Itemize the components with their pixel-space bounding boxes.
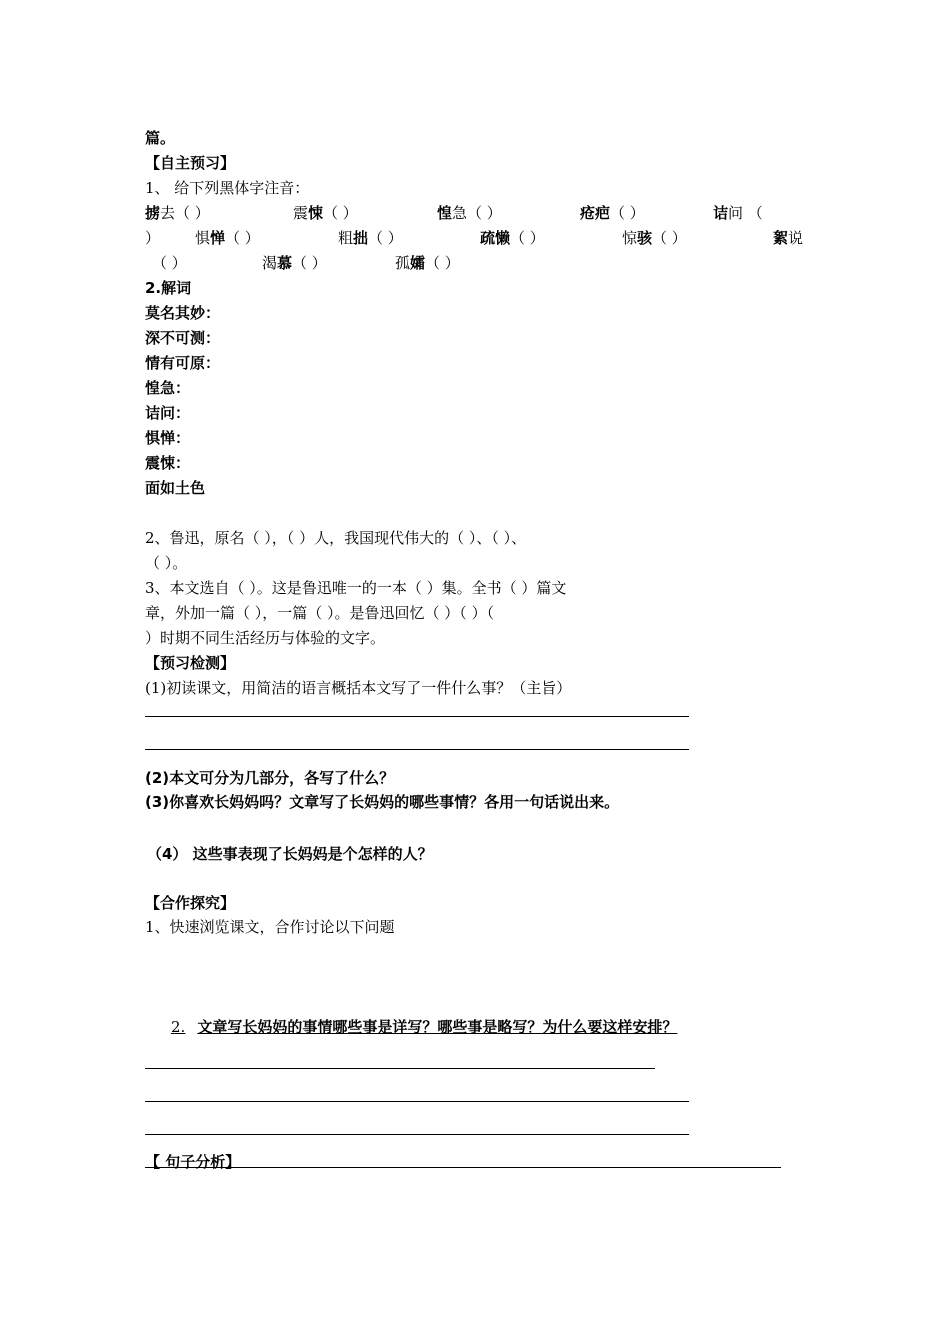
check-question-1: (1)初读课文，用简洁的语言概括本文写了一件什么事？（主旨） bbox=[145, 679, 572, 697]
answer-line[interactable] bbox=[145, 1068, 655, 1069]
pinyin-item: 诘问 （ bbox=[713, 204, 763, 222]
question-1-intro: 1、 给下列黑体字注音： bbox=[145, 179, 310, 197]
answer-line[interactable] bbox=[145, 1134, 689, 1135]
pinyin-item: 惧惮（ ） bbox=[195, 229, 260, 247]
vocab-item: 深不可测： bbox=[145, 329, 221, 347]
pinyin-item: 孤孀（ ） bbox=[395, 254, 460, 272]
question-number: 2. bbox=[171, 1018, 186, 1036]
check-question-4: （4） 这些事表现了长妈妈是个怎样的人？ bbox=[147, 845, 433, 863]
question-2-line: 2、鲁迅，原名（ ），（ ）人，我国现代伟大的（ ）、（ ）、 bbox=[145, 529, 527, 547]
pinyin-item: 疮疤（ ） bbox=[580, 204, 645, 222]
top-line: 篇。 bbox=[145, 129, 176, 147]
pinyin-item: 震悚（ ） bbox=[293, 204, 358, 222]
question-2-line: （ ）。 bbox=[145, 554, 188, 572]
pinyin-item: 渴慕（ ） bbox=[262, 254, 327, 272]
pinyin-item: 惊骇（ ） bbox=[622, 229, 687, 247]
section-heading-check: 【预习检测】 bbox=[145, 654, 236, 672]
section-heading-cooperative: 【合作探究】 bbox=[145, 894, 236, 912]
check-question-3: (3)你喜欢长妈妈吗？文章写了长妈妈的哪些事情？各用一句话说出来。 bbox=[145, 793, 620, 811]
pinyin-item: 粗拙（ ） bbox=[338, 229, 403, 247]
check-question-2: (2)本文可分为几部分，各写了什么？ bbox=[145, 769, 395, 787]
answer-line[interactable] bbox=[145, 1167, 781, 1168]
vocab-item: 震悚： bbox=[145, 454, 191, 472]
pinyin-item: 疏懒（ ） bbox=[480, 229, 545, 247]
section-heading-preview: 【自主预习】 bbox=[145, 154, 236, 172]
section-heading-sentence: 【 句子分析】 bbox=[145, 1153, 241, 1171]
answer-line[interactable] bbox=[145, 749, 689, 750]
pinyin-item: ） bbox=[145, 229, 161, 247]
pinyin-item: 掳去（ ） bbox=[145, 204, 210, 222]
answer-line[interactable] bbox=[145, 716, 689, 717]
vocab-item: 惶急： bbox=[145, 379, 191, 397]
cooperative-question-2 bbox=[145, 1017, 677, 1037]
pinyin-item: 絮说 bbox=[773, 229, 804, 247]
vocab-item: 面如土色 bbox=[145, 479, 206, 497]
vocab-item: 莫名其妙： bbox=[145, 304, 221, 322]
pinyin-item: 惶急（ ） bbox=[437, 204, 502, 222]
vocab-item: 情有可原： bbox=[145, 354, 221, 372]
vocab-item: 惧惮： bbox=[145, 429, 191, 447]
question-text: 文章写长妈妈的事情哪些事是详写？哪些事是略写？为什么要这样安排？ bbox=[197, 1018, 678, 1036]
cooperative-question-1: 1、快速浏览课文，合作讨论以下问题 bbox=[145, 918, 395, 936]
question-3-line: 章，外加一篇（ ），一篇（ ）。是鲁迅回忆（ ）（ ）（ bbox=[145, 604, 495, 622]
question-3-line: 3、本文选自（ ）。这是鲁迅唯一的一本（ ）集。全书（ ）篇文 bbox=[145, 579, 567, 597]
vocab-title: 2.解词 bbox=[145, 279, 192, 297]
answer-line[interactable] bbox=[145, 1101, 689, 1102]
pinyin-item: （ ） bbox=[152, 254, 187, 272]
question-3-line: ）时期不同生活经历与体验的文字。 bbox=[145, 629, 386, 647]
vocab-item: 诘问： bbox=[145, 404, 191, 422]
